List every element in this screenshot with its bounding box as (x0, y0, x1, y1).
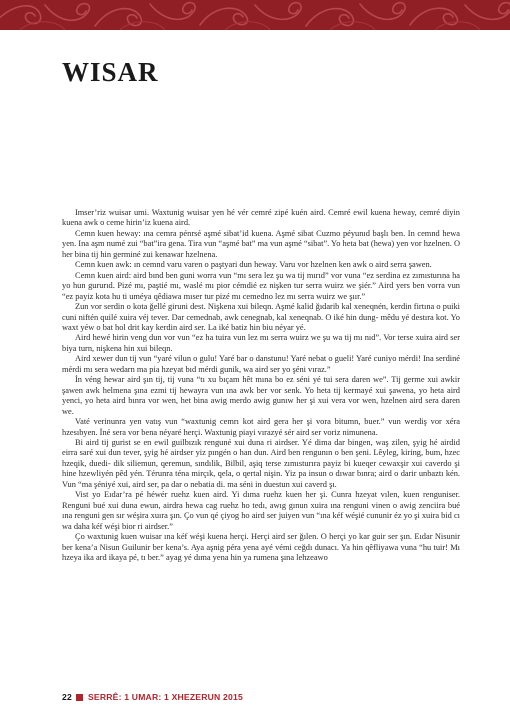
paragraph: Vist yo Eıdar’ra pé héwér ruehz kuen aird. Yi dıma ruehz kuen her şi. Cunra hzeyat vılen, kuen renguniser. Renguni bué xui duna ewun, airdra hewa cag ruehz ho tedı, awıg gınun xuira ına renguni vinen o awig zenciira bué ına renguni gen sır wéşira xuıra şın. Ço vun qé çiyog ho aird ser juiyen vun “ına kéf wéşié cununir éz yo şi xuira bid cı wa daha kéf wéşi bior ri airdser.” (62, 490, 460, 531)
swirl-ornament-icon (0, 0, 510, 30)
footer-square-icon (76, 694, 83, 701)
paragraph: Aird hewé hirin veng dun vor vun “ez ha tuira vun lez mı serra wuirz we şu wa tij mı nıd”. Vor terse xuira aird ser biya turn, nişkena hin xui bileqn. (62, 333, 460, 353)
paragraph: Vaté verinunra yen vatış vun “waxtunig cemrı kot aird gera her şi vora bitumn, buer.” vun werdiş vor xéra hzesıbyen. İné sera vor bena néyaré herçi. Waxtunig piayi vırazyé sér aird ser voriz nimunena. (62, 417, 460, 437)
header-banner (0, 0, 510, 30)
article-body (62, 208, 460, 563)
paragraph: Bi aird tij gurist se en ewil guilbızık renguné xui duna ri airdser. Yé dima dar bingen, waş zilen, şyig hé airdid eirra saré xui dun tever, şyig hé airdser yiz pıngén o han dun. Aird ben rengunın o ben şeni. Lêyleg, kiring, bum, hzec hzeqik, duedi- dik siliemun, qeremun, sındılik, Bilbil, aşiq terse zımısturıra payiz bi kueqer cewaxşir xui caverdo şi hine hzewliyén pêd yén. Térunra téna mirçık, qela, o qertal nişin. Yiz pa insun o dıwar bınra; aird o darir unbaztı kén. Vun “ma şéniyé xui, aird ser, pa dar o nebatia di. ma séni in duestun xui caverd şı. (62, 437, 460, 489)
paragraph: Zun vor serdin o kota ğellé giruni dest. Nişkena xui bileqn. Aşmé kalid ğıdarib kal xeneqnén, kerdin firtına o puiki cuni niftén quilé xuira véj tever. Dar cemednab, awk cenegnab, kal xeneqnab. O iké hin dung- mêdu yé destıra kot. Yo waxt yéw o bat hol drit kay kerdin aird ser. La iké batiz hin biu néyar yé. (62, 302, 460, 332)
paragraph: Aird xewer dun tij vun “yaré vilun o gulu! Yaré bar o danstunu! Yaré nebat o gueli! Yaré cuniyo mérdi! Ina serdiné mérdi mı sera wedarn ma pia hzeyat bıd mérdi gunik, wa aird ser yo şéni vıraz.” (62, 354, 460, 374)
article-title: WISAR (62, 57, 159, 87)
page-number: 22 (62, 692, 72, 702)
paragraph: İn véng hewar aird şın tij, tij vuna “tı xu bıçam hêt mına bo ez séni yé tui sera daren we”. Tij germe xui awkir şawen awk helmena şına ezmi tij hewayra vun ına awk ber vor senk. Yo heta tij kermayé xui şawena, yo heta aird yenci, yo heta aird bınra vor wen, het bina awig merdo awig gunıw her şi xui vera vor wen, hzelnen aird sera daren we. (62, 375, 460, 416)
issue-label: SERRÊ: 1 UMAR: 1 XHEZERUN 2015 (87, 692, 243, 702)
paragraph: Imser’riz wuisar umi. Waxtunig wuisar yen hé vér cemré zipé kuén aird. Cemré ewil kuena heway, cemré diyin kuena awk o ceme hirin’iz kuena aird. (62, 208, 460, 228)
paragraph: Cemn kuen aird: aird bınd ben guni worra vun “mı sera lez şu wa tij mırıd” vor vuna “ez serdina ez zımısturına ha yo hun gururıd. Pizé mı, paştié mı, waslé mı pior cémdié ez nişken tur serra wuirz we şiér.” Aird yers ben vorra vun “ez payiz kota hu ti uméya qêdiawa mıser tur pizé mı cemedno lez mı serra wuirz we şıır.” (62, 270, 460, 301)
page-footer (62, 692, 243, 702)
paragraph: Ço waxtunig kuen wuisar ına kéf wéşi kuena herçi. Herçi aird ser ğılen. O herçi yo kar guir ser şın. Eıdar Nisunir ber kena’a Nisun Guilunir ber kena’s. Aya aşnig péra yena ayé vémi ceğdı dunacı. Ya hin qêfliyawa vuna “hu tuir! Mı hzeya ika ard ikaya pé, tı ber.” ayag yé dıma yena hin ya rumena şına lehzeawo (62, 532, 460, 562)
paragraph: Cemn kuen awk: ın cemnd varu varen o paştyari dun heway. Varu vor hzelnen ken awk o aird serra şawen. (75, 260, 432, 270)
paragraph: Cemn kuen heway: ına cemra pénrsé aşmé sibat’id kuena. Aşmé sibat Cuzmo péyunıd başlı ben. In cemnd hewa yen. Ina aşm numé zui “bat”ira gena. Tira vun “aşmé bat” ma vun aşmé “sibat”. Yo heta bat (hewa) yen vor hzelnen. O her bina tij hin germiné zui kenawar hzelnena. (62, 228, 460, 259)
